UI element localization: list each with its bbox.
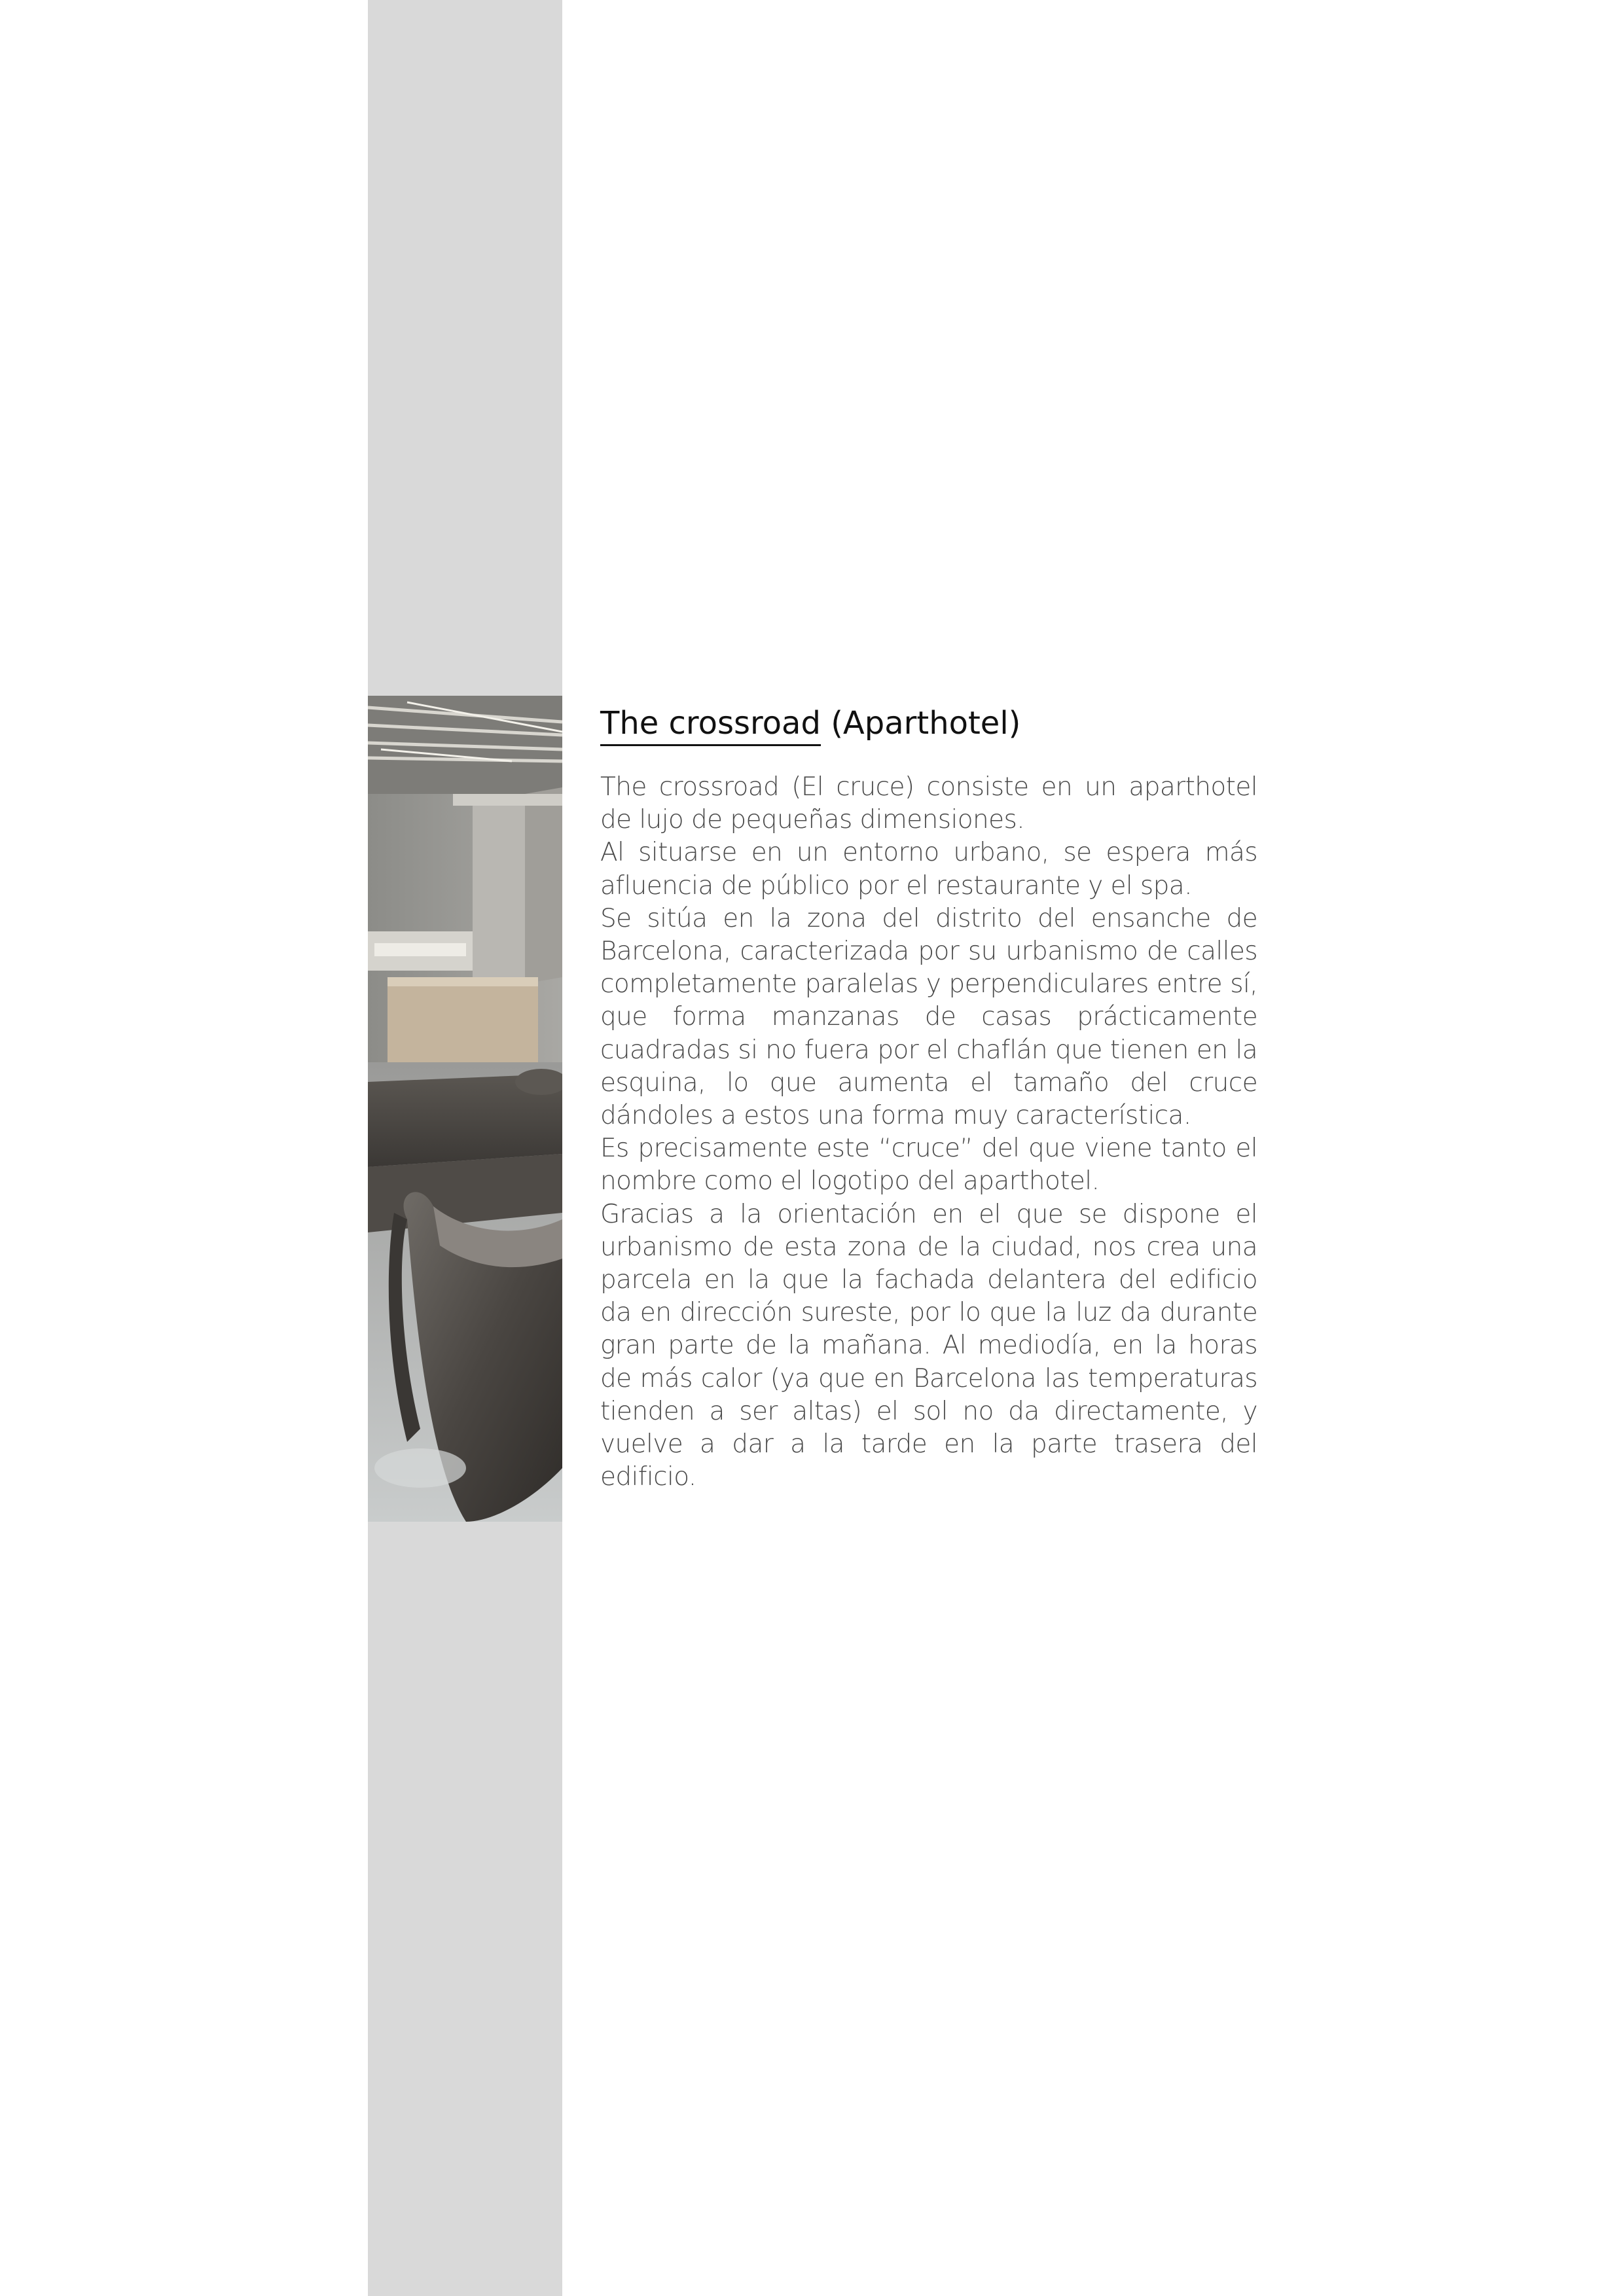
paragraph-location: Se sitúa en la zona del distrito del ensanche de Barcelona, caracterizada por su urbanismo de calles completamente paralelas y perpendiculares entre sí, que forma manzanas de casas prácticamente cuadradas si no fuera por el chaflán que tienen en la esquina, lo que aumenta el tamaño del cruce dándoles a estos una forma muy característica. <box>600 903 1257 1131</box>
paragraph-urban-setting: Al situarse en un entorno urbano, se espera más afluencia de público por el restaurante y el spa. <box>600 838 1257 901</box>
paragraph-name-origin: Es precisamente este “cruce” del que viene tanto el nombre como el logotipo del aparthotel. <box>600 1134 1257 1196</box>
page-title <box>600 700 1257 746</box>
article-body <box>600 771 1257 1494</box>
title-main: The crossroad <box>600 705 821 746</box>
title-suffix: (Aparthotel) <box>831 705 1021 742</box>
interior-render-image <box>368 696 562 1522</box>
paragraph-orientation: Gracias a la orientación en el que se dispone el urbanismo de esta zona de la ciudad, nos crea una parcela en la que la fachada delantera del edificio da en dirección sureste, por lo que la luz da durante gran parte de la mañana. Al mediodía, en la horas de más calor (ya que en Barcelona las temperaturas tienden a ser altas) el sol no da directamente, y vuelve a dar a la tarde en la parte trasera del edificio. <box>600 1199 1257 1492</box>
paragraph-intro: The crossroad (El cruce) consiste en un aparthotel de lujo de pequeñas dimensiones. <box>600 772 1257 835</box>
article <box>600 700 1257 1494</box>
